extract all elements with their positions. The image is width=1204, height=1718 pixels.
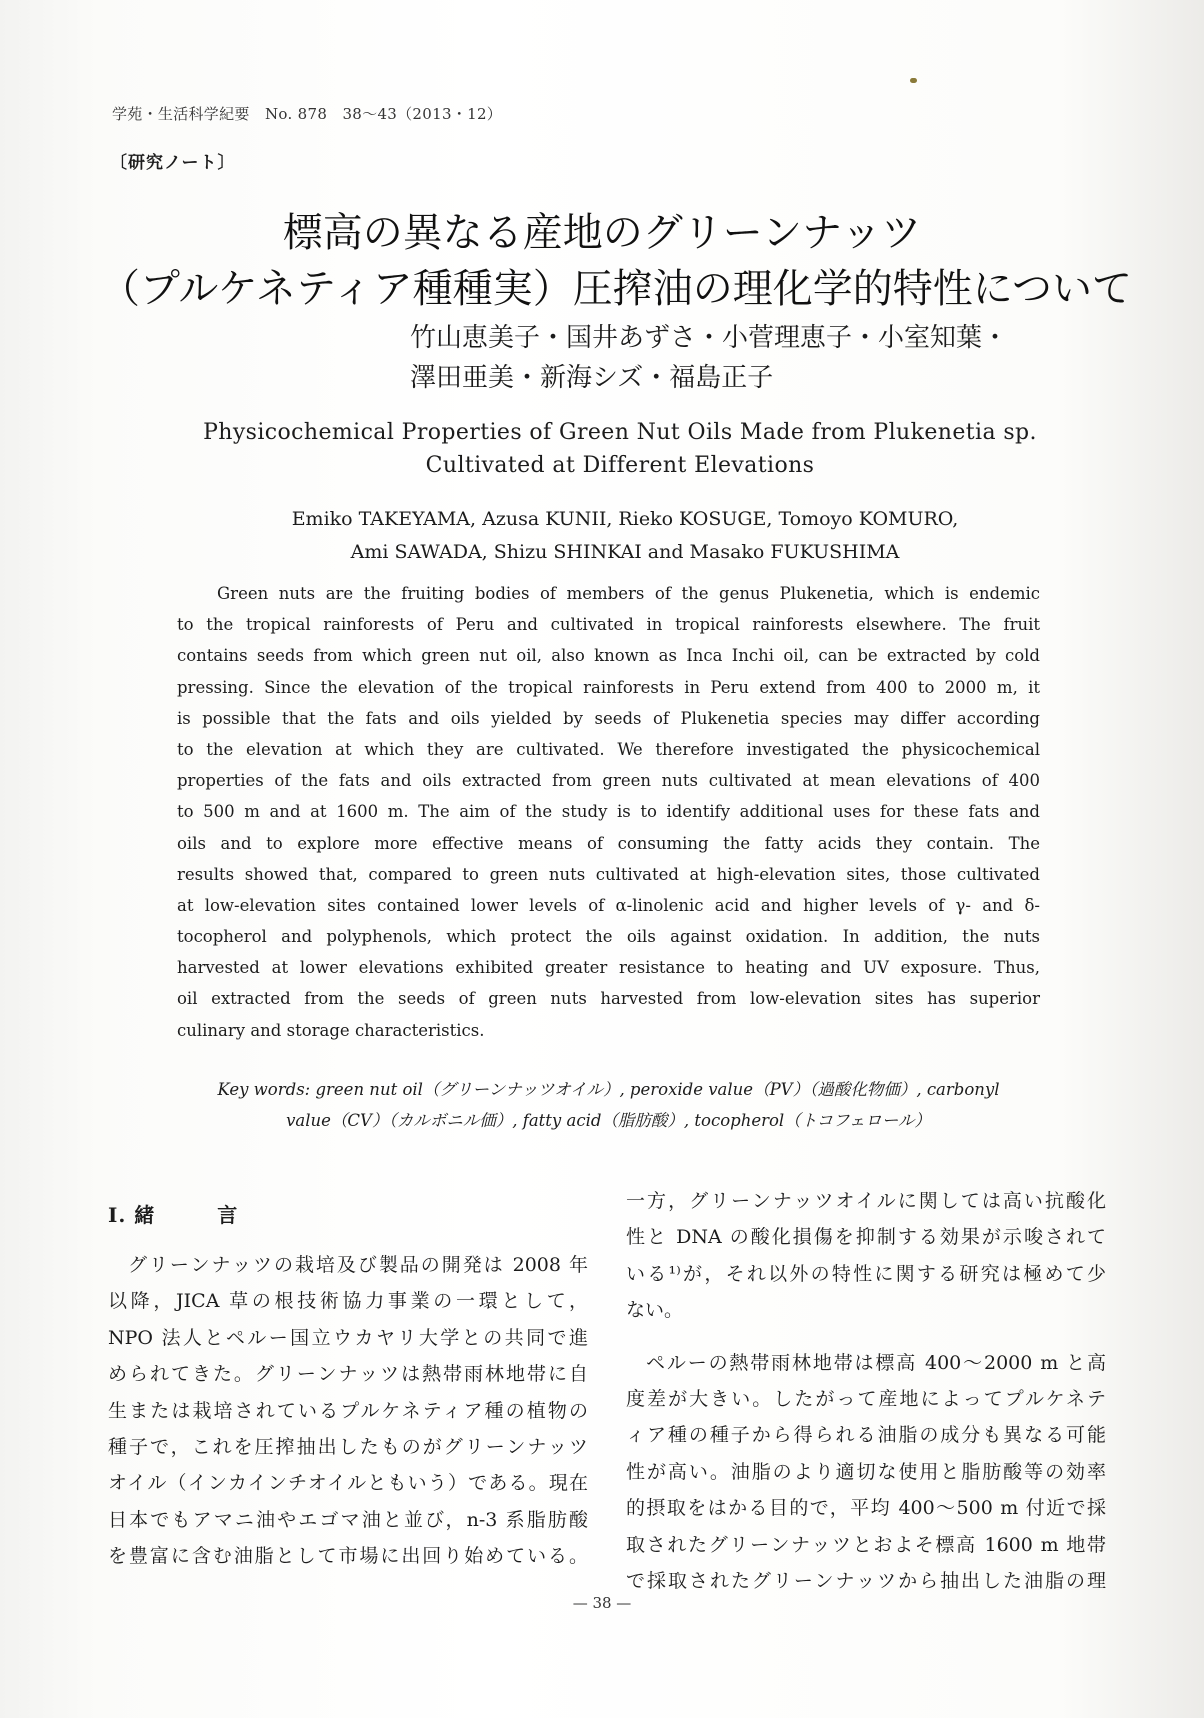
right-column [626, 1183, 1106, 1599]
page-number: — 38 — [572, 1594, 632, 1612]
body-line: 的摂取をはかる目的で，平均 400〜500 m 付近で採 [626, 1497, 1106, 1520]
journal-info: 学苑・生活科学紀要 No. 878 38〜43（2013・12） [112, 105, 503, 123]
body-line: を豊富に含む油脂として市場に出回り始めている。 [108, 1545, 588, 1568]
abstract-line: culinary and storage characteristics. [177, 1020, 485, 1040]
body-line: NPO 法人とペルー国立ウカヤリ大学との共同で進 [108, 1326, 588, 1349]
abstract-line: properties of the fats and oils extracted from green nuts cultivated at mean elevations of 400 [177, 771, 1040, 791]
body-line: ない。 [626, 1299, 684, 1322]
abstract-line: to the elevation at which they are cultivated. We therefore investigated the physicochemical [177, 739, 1040, 759]
body-line: いる¹⁾が，それ以外の特性に関する研究は極めて少 [626, 1262, 1106, 1285]
keywords-line-2: value（CV）（カルボニル価）, fatty acid（脂肪酸）, tocopherol（トコフェロール） [286, 1111, 931, 1130]
authors-japanese-line-1: 竹山恵美子・国井あずさ・小菅理恵子・小室知葉・ [410, 323, 1009, 353]
title-english [180, 416, 1060, 482]
abstract-line: pressing. Since the elevation of the tropical rainforests in Peru extend from 400 to 2000 m, it [177, 677, 1040, 697]
body-line: 以降，JICA 草の根技術協力事業の一環として， [108, 1290, 588, 1313]
authors-english-line-1: Emiko TAKEYAMA, Azusa KUNII, Rieko KOSUGE, Tomoyo KOMURO, [291, 508, 959, 530]
abstract-line: harvested at lower elevations exhibited greater resistance to heating and UV exposure. Thus, [177, 958, 1040, 978]
body-line: グリーンナッツの栽培及び製品の開発は 2008 年 [128, 1254, 588, 1276]
title-japanese-line-1: 標高の異なる産地のグリーンナッツ [282, 210, 922, 256]
abstract-line: to the tropical rainforests of Peru and cultivated in tropical rainforests elsewhere. The fruit [177, 615, 1040, 635]
title-english-line-1: Physicochemical Properties of Green Nut Oils Made from Plukenetia sp. [203, 420, 1037, 445]
abstract-line: is possible that the fats and oils yielded by seeds of Plukenetia species may differ according [177, 708, 1040, 728]
abstract-line: oil extracted from the seeds of green nuts harvested from low-elevation sites has superior [177, 989, 1040, 1009]
abstract-line: at low-elevation sites contained lower levels of α-linolenic acid and higher levels of γ- and δ- [177, 895, 1040, 915]
authors-japanese-line-2: 澤田亜美・新海シズ・福島正子 [410, 363, 774, 393]
body-line: ペルーの熱帯雨林地帯は標高 400〜2000 m と高 [646, 1351, 1106, 1374]
abstract [177, 578, 1040, 1046]
body-line: 取されたグリーンナッツとおよそ標高 1600 m 地帯 [626, 1533, 1106, 1556]
abstract-line: contains seeds from which green nut oil, also known as Inca Inchi oil, can be extracted by cold [177, 646, 1040, 666]
abstract-line: oils and to explore more effective means of consuming the fatty acids they contain. The [177, 833, 1040, 853]
keywords [177, 1074, 1040, 1136]
body-line: ィア種の種子から得られる油脂の成分も異なる可能 [626, 1424, 1106, 1447]
body-line: められてきた。グリーンナッツは熱帯雨林地帯に自 [108, 1363, 588, 1386]
title-japanese-line-2: （プルケネティア種種実）圧搾油の理化学的特性について [100, 266, 1132, 312]
body-line: 生または栽培されているプルケネティア種の植物の [108, 1399, 588, 1422]
paragraph-gap [626, 1329, 1106, 1345]
body-line: 性が高い。油脂のより適切な使用と脂肪酸等の効率 [626, 1460, 1106, 1483]
scan-speck [910, 78, 917, 83]
body-line: で採取されたグリーンナッツから抽出した油脂の理 [626, 1569, 1106, 1592]
body-line: 性と DNA の酸化損傷を抑制する効果が示唆されて [626, 1226, 1106, 1249]
left-column [108, 1247, 588, 1575]
body-line: 度差が大きい。したがって産地によってプルケネテ [626, 1387, 1106, 1410]
body-line: オイル（インカインチオイルともいう）である。現在 [108, 1472, 588, 1495]
abstract-line: to 500 m and at 1600 m. The aim of the study is to identify additional uses for these fats and [177, 802, 1040, 822]
section-heading [108, 1199, 238, 1228]
abstract-line: Green nuts are the fruiting bodies of members of the genus Plukenetia, which is endemic [217, 584, 1040, 603]
body-line: 一方，グリーンナッツオイルに関しては高い抗酸化 [626, 1190, 1106, 1212]
abstract-line: tocopherol and polyphenols, which protect the oils against oxidation. In addition, the nuts [177, 927, 1040, 947]
authors-english [180, 503, 1070, 569]
keywords-line-1: Key words: green nut oil（グリーンナッツオイル）, peroxide value（PV）（過酸化物価）, carbonyl [217, 1080, 1000, 1099]
section-heading-number: I. 緒 [108, 1203, 156, 1227]
section-heading-char: 言 [217, 1203, 239, 1227]
title-english-line-2: Cultivated at Different Elevations [425, 453, 815, 478]
abstract-line: results showed that, compared to green nuts cultivated at high-elevation sites, those cultivated [177, 864, 1040, 884]
body-line: 日本でもアマニ油やエゴマ油と並び，n-3 系脂肪酸 [108, 1508, 588, 1531]
title-japanese [100, 205, 1132, 317]
body-line: 種子で，これを圧搾抽出したものがグリーンナッツ [108, 1435, 588, 1458]
authors-english-line-2: Ami SAWADA, Shizu SHINKAI and Masako FUKUSHIMA [350, 541, 900, 563]
authors-japanese [410, 318, 1008, 398]
section-type: 〔研究ノート〕 [110, 153, 236, 173]
